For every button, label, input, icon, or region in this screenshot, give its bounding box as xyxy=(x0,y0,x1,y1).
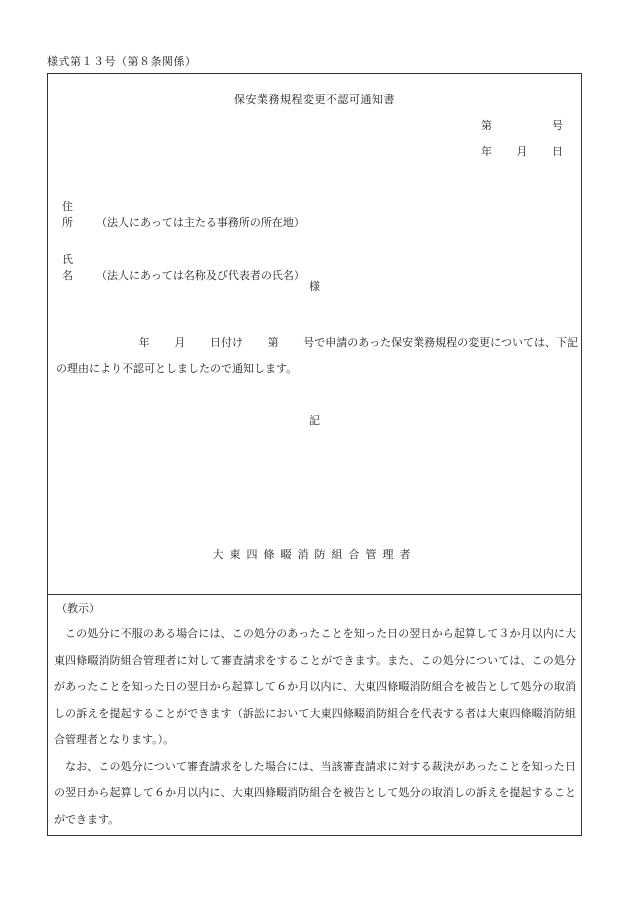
instruction-paragraph-2: なお、この処分について審査請求をした場合には、当該審査請求に対する裁決があったことを知った日の翌日から起算して６か月以内に、大東四條畷消防組合を被告として処分の取消しの訴えを提起することができます。 xyxy=(54,759,576,826)
instruction-section xyxy=(48,594,581,835)
name-label: 氏名 xyxy=(62,253,81,282)
issuer-name: 大東四條畷消防組合管理者 xyxy=(212,548,417,561)
body-rest: 号で申請のあった保安業務規程の変更については、下記 xyxy=(303,336,578,349)
name-note: （法人にあっては名称及び代表者の氏名） xyxy=(96,269,305,282)
number-prefix: 第 xyxy=(481,119,492,132)
instruction-heading: （教示） xyxy=(56,602,100,615)
date-year: 年 xyxy=(481,145,492,158)
date-month: 月 xyxy=(516,145,528,158)
form-number-label: 様式第１３号（第８条関係） xyxy=(47,55,197,68)
form-box xyxy=(47,73,582,836)
ki-marker: 記 xyxy=(309,414,320,427)
document-date-line xyxy=(481,143,563,159)
address-label: 住所 xyxy=(62,200,81,229)
notice-section xyxy=(48,74,581,595)
date-day: 日 xyxy=(552,145,563,158)
notice-body-line1 xyxy=(56,330,578,356)
document-title: 保安業務規程変更不認可通知書 xyxy=(234,93,395,106)
body-year: 年 xyxy=(138,336,150,349)
address-note: （法人にあっては主たる事務所の所在地） xyxy=(96,216,305,229)
notice-body-line2: の理由により不認可としましたので通知します。 xyxy=(56,362,298,375)
document-number-line xyxy=(481,117,563,133)
address-field xyxy=(62,198,305,230)
body-month: 月 xyxy=(174,336,186,349)
instruction-paragraph-1: この処分に不服のある場合には、この処分のあったことを知った日の翌日から起算して３か月以内に大東四條畷消防組合管理者に対して審査請求をすることができます。また、この処分については、この処分があったことを知った日の翌日から起算して６か月以内に、大東四條畷消防組合を被告として処分の取消しの訴えを提起することができます（訴訟において大東四條畷消防組合を代表する者は大東四條畷消防組合管理者となります。）。 xyxy=(54,627,576,746)
body-no: 第 xyxy=(267,336,279,349)
number-suffix: 号 xyxy=(552,119,563,132)
instruction-body xyxy=(54,621,576,833)
honorific: 様 xyxy=(309,280,320,293)
notice-body xyxy=(56,330,578,382)
body-dated: 日付け xyxy=(209,336,243,349)
